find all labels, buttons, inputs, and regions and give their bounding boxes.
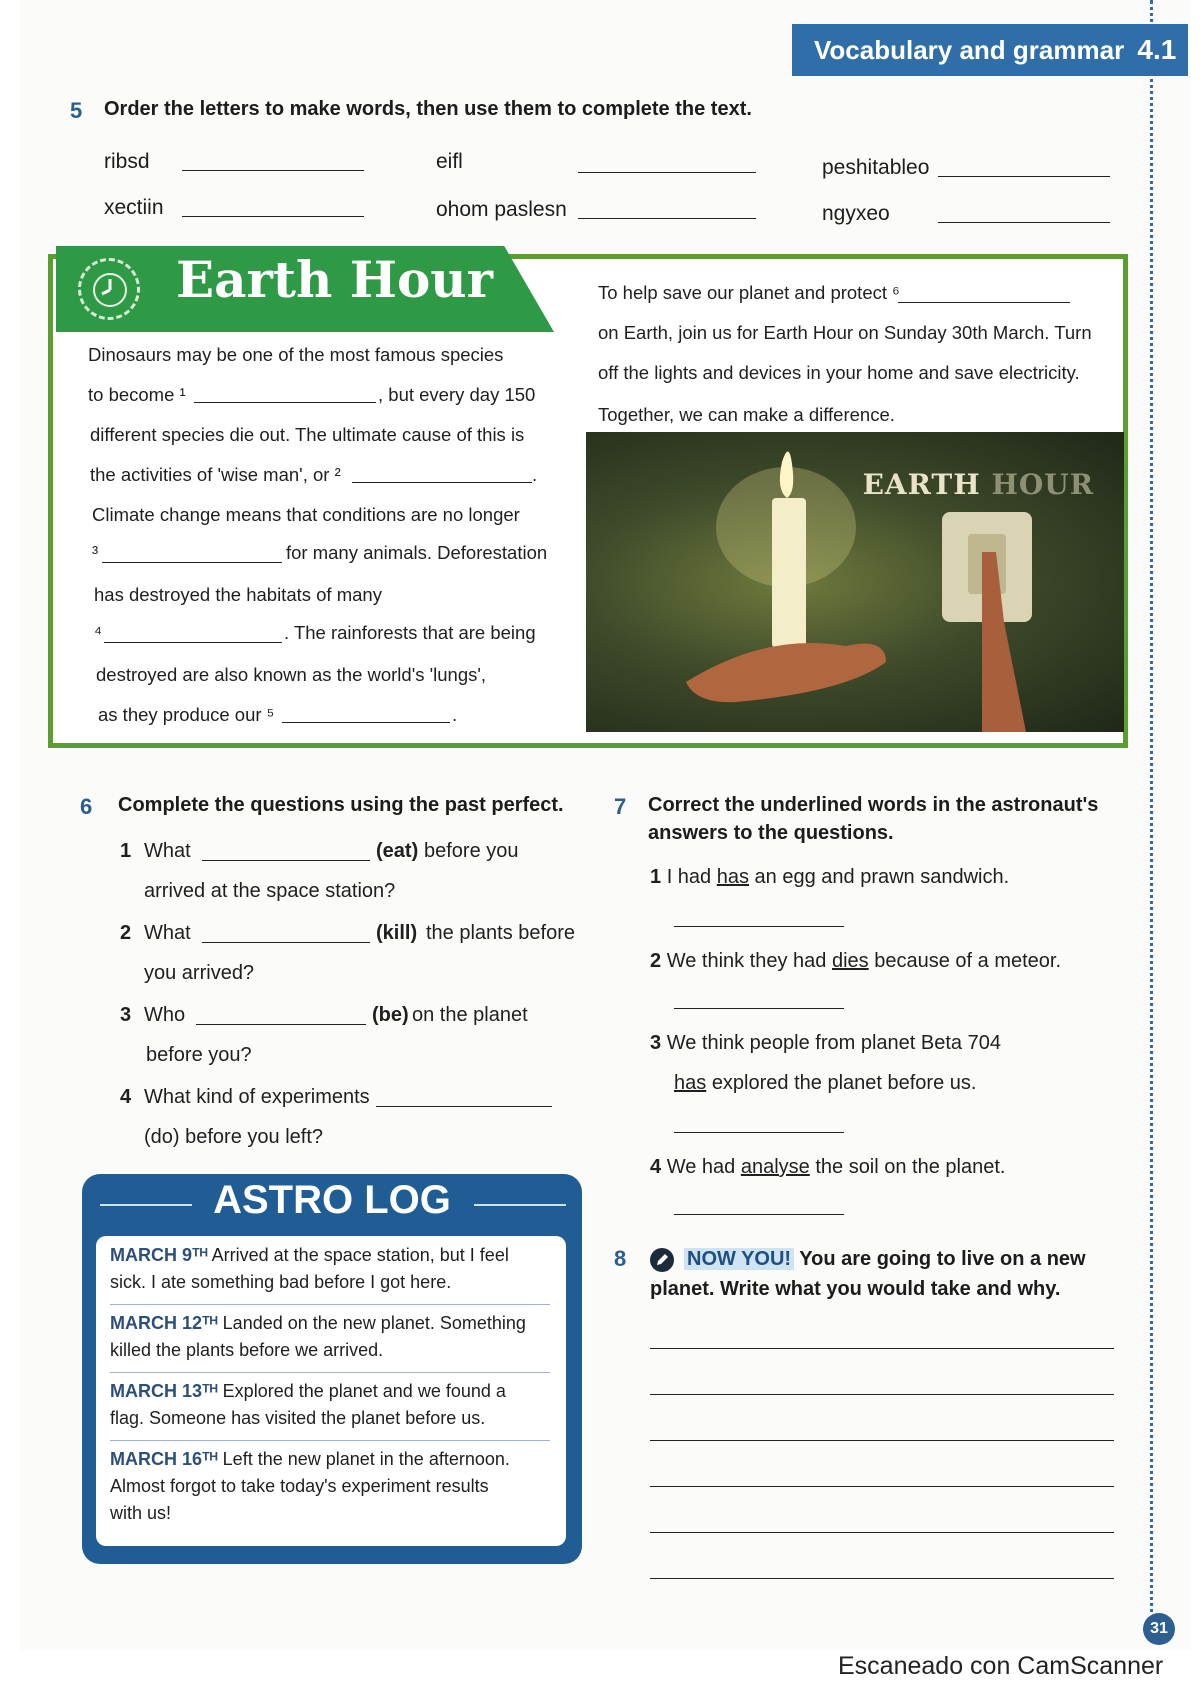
underlined-word: has [716, 866, 749, 888]
answer-blank[interactable] [376, 1106, 552, 1107]
correction-blank[interactable] [674, 1008, 844, 1009]
question-text: (do) before you left? [144, 1126, 323, 1148]
scanner-watermark: Escaneado con CamScanner [838, 1652, 1164, 1680]
gap-6-blank[interactable] [898, 302, 1070, 303]
text-line: the activities of 'wise man', or ² [90, 464, 341, 485]
log-text: Arrived at the space station, but I feel [211, 1245, 509, 1265]
answer-blank[interactable] [938, 176, 1110, 177]
answer-blank[interactable] [202, 942, 370, 943]
answer-blank[interactable] [202, 860, 370, 861]
item-number: 3 [650, 1032, 662, 1054]
answer-text: We think people from planet Beta 704 [666, 1032, 1001, 1054]
log-text: with us! [110, 1503, 172, 1523]
gap-1-blank[interactable] [194, 402, 376, 403]
log-text: Explored the planet and we found a [222, 1381, 506, 1401]
log-text: killed the plants before we arrived. [110, 1340, 384, 1360]
underlined-word: dies [831, 950, 869, 972]
writing-line[interactable] [650, 1440, 1114, 1441]
answer-text: We think they had [666, 950, 827, 972]
header-label: Vocabulary and grammar [814, 35, 1125, 65]
text-line: has destroyed the habitats of many [94, 584, 382, 605]
divider [110, 1440, 550, 1441]
dotted-margin-line [1150, 0, 1153, 1620]
photo-label-hour: HOUR [991, 468, 1094, 501]
log-text: flag. Someone has visited the planet before us. [110, 1408, 486, 1428]
photo-label-earth: EARTH [862, 468, 981, 501]
answer-item [674, 1072, 976, 1095]
answer-blank[interactable] [196, 1024, 366, 1025]
text-line: , but every day 150 [378, 384, 536, 405]
question-text: you arrived? [144, 962, 255, 984]
text-line: off the lights and devices in your home and save electricity. [598, 362, 1080, 383]
question-text: before you [424, 840, 519, 862]
astro-log-panel [82, 1174, 582, 1564]
text-line: Dinosaurs may be one of the most famous species [88, 344, 504, 365]
underlined-word: analyse [740, 1156, 810, 1178]
text-line: different species die out. The ultimate cause of this is [90, 424, 525, 445]
text-line: . [532, 464, 538, 485]
ex8-number: 8 [614, 1246, 627, 1271]
log-entry [110, 1378, 560, 1432]
divider [110, 1304, 550, 1305]
answer-item [650, 1156, 1005, 1179]
question-text: Who [144, 1004, 186, 1026]
ex6-number: 6 [80, 794, 93, 819]
answer-text: an egg and prawn sandwich. [754, 866, 1010, 888]
correction-blank[interactable] [674, 926, 844, 927]
gap-4-blank[interactable] [104, 642, 282, 643]
answer-blank[interactable] [182, 216, 364, 217]
gap-2-blank[interactable] [352, 482, 532, 483]
writing-line[interactable] [650, 1578, 1114, 1579]
text-line: to become ¹ [88, 384, 186, 405]
answer-text: the soil on the planet. [815, 1156, 1006, 1178]
clock-icon [78, 258, 140, 320]
scrambled-word: ohom paslesn [436, 198, 567, 221]
writing-line[interactable] [650, 1348, 1114, 1349]
ex6-instruction: Complete the questions using the past perfect. [118, 794, 564, 816]
page-number: 31 [1143, 1613, 1175, 1645]
log-entry [110, 1310, 560, 1364]
pencil-icon [650, 1248, 674, 1272]
astro-log-title: ASTRO LOG [213, 1178, 451, 1222]
log-date: MARCH 16ᵀᴴ [110, 1449, 218, 1469]
answer-blank[interactable] [578, 218, 756, 219]
item-number: 2 [650, 950, 662, 972]
ex7-instruction: Correct the underlined words in the astronaut's [648, 794, 1099, 816]
log-date: MARCH 12ᵀᴴ [110, 1313, 218, 1333]
text-line: . [452, 704, 458, 725]
text-line: Climate change means that conditions are no longer [92, 504, 520, 525]
item-number: 3 [120, 1004, 132, 1026]
question-text: What [144, 840, 191, 862]
log-date: MARCH 13ᵀᴴ [110, 1381, 218, 1401]
correction-blank[interactable] [674, 1132, 844, 1133]
writing-line[interactable] [650, 1486, 1114, 1487]
verb-hint: (eat) [376, 840, 419, 862]
candle-photo [586, 432, 1124, 732]
question-text: on the planet [412, 1004, 528, 1026]
scrambled-word: xectiin [104, 196, 164, 219]
answer-item [650, 1032, 1001, 1055]
answer-blank[interactable] [938, 222, 1110, 223]
astro-log-entries [96, 1236, 566, 1546]
earth-hour-title: Earth Hour [176, 250, 493, 309]
question-text: the plants before [426, 922, 575, 944]
underlined-word: has [674, 1072, 707, 1094]
scrambled-word: eifl [436, 150, 463, 173]
question-text: before you? [146, 1044, 252, 1066]
text-line: . The rainforests that are being [284, 622, 536, 643]
log-text: sick. I ate something bad before I got here. [110, 1272, 452, 1292]
text-line: Together, we can make a difference. [598, 404, 895, 425]
answer-text: explored the planet before us. [711, 1072, 977, 1094]
header-number: 4.1 [1137, 34, 1177, 65]
text-line: as they produce our ⁵ [98, 704, 275, 725]
log-entry [110, 1242, 560, 1296]
verb-hint: (be) [372, 1004, 409, 1026]
photo-label [863, 468, 1094, 501]
item-number: 4 [120, 1086, 132, 1108]
ex8-text: You are going to live on a new [799, 1248, 1086, 1270]
writing-line[interactable] [650, 1532, 1114, 1533]
log-date: MARCH 9ᵀᴴ [110, 1245, 208, 1265]
correction-blank[interactable] [674, 1214, 844, 1215]
text-line: ⁴ [94, 622, 102, 643]
gap-5-blank[interactable] [282, 722, 450, 723]
text-line: To help save our planet and protect ⁶ [598, 282, 900, 303]
text-line: for many animals. Deforestation [286, 542, 548, 563]
answer-text: I had [666, 866, 712, 888]
item-number: 4 [650, 1156, 662, 1178]
ex7-instruction: answers to the questions. [648, 822, 894, 844]
answer-text: We had [666, 1156, 736, 1178]
text-line: destroyed are also known as the world's 'lungs', [96, 664, 487, 685]
now-you-badge: NOW YOU! [684, 1248, 794, 1270]
answer-blank[interactable] [182, 170, 364, 171]
gap-3-blank[interactable] [102, 562, 282, 563]
log-text: Almost forgot to take today's experiment results [110, 1476, 489, 1496]
answer-item [650, 866, 1009, 889]
text-line: on Earth, join us for Earth Hour on Sunday 30th March. Turn [598, 322, 1092, 343]
section-header [792, 24, 1188, 76]
writing-line[interactable] [650, 1394, 1114, 1395]
scrambled-word: ngyxeo [822, 202, 890, 225]
ex5-instruction: Order the letters to make words, then use them to complete the text. [104, 98, 752, 120]
question-text: What kind of experiments [144, 1086, 370, 1108]
scrambled-word: ribsd [104, 150, 150, 173]
ex7-number: 7 [614, 794, 627, 819]
text-line: ³ [92, 542, 99, 563]
item-number: 1 [650, 866, 662, 888]
answer-text: because of a meteor. [874, 950, 1062, 972]
verb-hint: (kill) [376, 922, 418, 944]
divider [110, 1372, 550, 1373]
item-number: 2 [120, 922, 132, 944]
answer-item [650, 950, 1061, 973]
log-entry [110, 1446, 560, 1527]
scrambled-word: peshitableo [822, 156, 930, 179]
item-number: 1 [120, 840, 132, 862]
log-text: Landed on the new planet. Something [222, 1313, 526, 1333]
question-text: What [144, 922, 191, 944]
ex5-number: 5 [70, 98, 83, 123]
question-text: arrived at the space station? [144, 880, 396, 902]
ex8-text: planet. Write what you would take and why. [650, 1278, 1061, 1300]
log-text: Left the new planet in the afternoon. [222, 1449, 510, 1469]
answer-blank[interactable] [578, 172, 756, 173]
ex8-instruction [684, 1248, 1086, 1271]
